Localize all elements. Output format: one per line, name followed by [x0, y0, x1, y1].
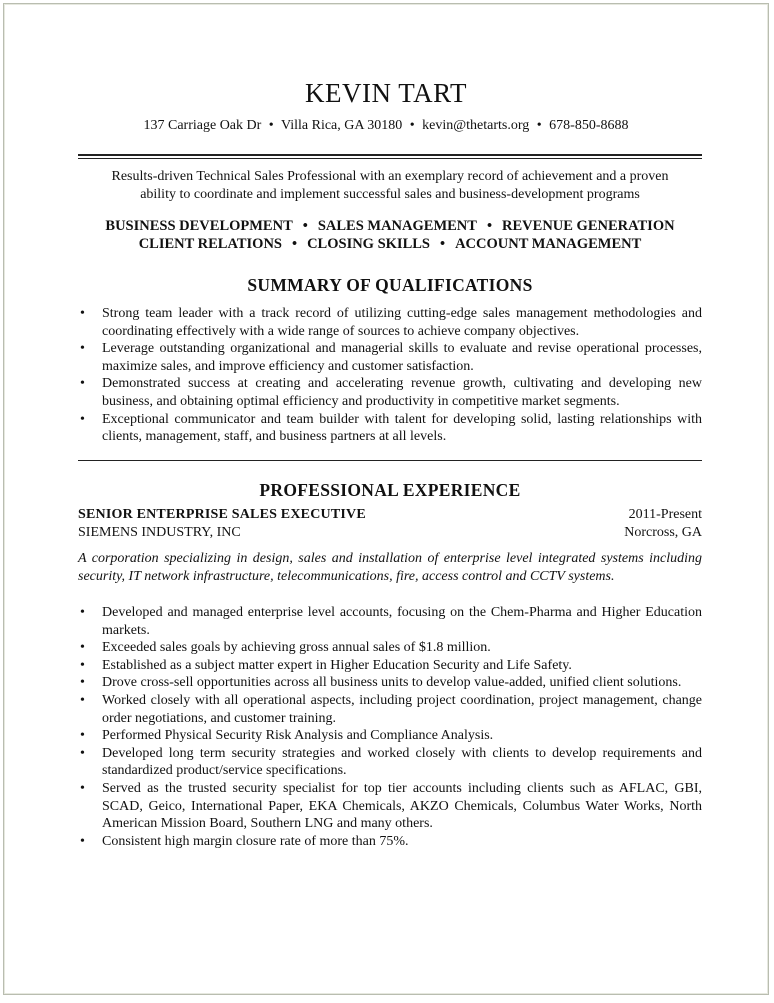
- skills-row: [78, 217, 702, 235]
- separator: •: [439, 236, 446, 252]
- skill-item: BUSINESS DEVELOPMENT: [105, 218, 293, 234]
- skill-item: REVENUE GENERATION: [502, 218, 675, 234]
- skills-row: [78, 235, 702, 253]
- skill-item: SALES MANAGEMENT: [317, 218, 477, 234]
- candidate-name: KEVIN TART: [305, 78, 467, 108]
- header-divider: [78, 154, 702, 159]
- company-location: Norcross, GA: [624, 525, 702, 540]
- address: 137 Carriage Oak Dr: [143, 118, 262, 133]
- experience-item: • Developed long term security strategies and worked closely with clients to develop requirements and standardized product/service specifications.: [78, 745, 702, 780]
- experience-item: • Drove cross-sell opportunities across all business units to develop value-added, unified client solutions.: [78, 674, 702, 692]
- phone: 678-850-8688: [549, 118, 629, 133]
- summary-item: • Exceptional communicator and team builder with talent for developing solid, lasting relationships with clients, management, staff, and business partners at all levels.: [78, 411, 702, 446]
- summary-heading: SUMMARY OF QUALIFICATIONS: [247, 275, 533, 295]
- skill-item: CLOSING SKILLS: [307, 236, 430, 252]
- experience-heading: PROFESSIONAL EXPERIENCE: [259, 480, 521, 500]
- separator: •: [292, 236, 298, 252]
- job-header: [78, 507, 702, 523]
- experience-item: • Consistent high margin closure rate of more than 75%.: [78, 833, 702, 851]
- skill-item: CLIENT RELATIONS: [138, 236, 282, 252]
- experience-item: • Exceeded sales goals by achieving gross annual sales of $1.8 million.: [78, 639, 702, 657]
- core-skills: [78, 217, 702, 253]
- experience-item: • Worked closely with all operational aspects, including project coordination, project management, change order negotiations, and customer training.: [78, 692, 702, 727]
- separator: •: [302, 218, 308, 234]
- section-divider: [78, 460, 702, 461]
- experience-item: • Developed and managed enterprise level accounts, focusing on the Chem-Pharma and Higher Education markets.: [78, 604, 702, 639]
- summary-item: • Demonstrated success at creating and accelerating revenue growth, cultivating and developing new business, and obtaining optimal efficiency and productivity in competitive market segments.: [78, 375, 702, 410]
- city: Villa Rica, GA 30180: [280, 118, 403, 133]
- email[interactable]: kevin@thetarts.org: [422, 118, 530, 133]
- company-description: A corporation specializing in design, sales and installation of enterprise level integrated systems including security, IT network infrastructure, telecommunications, fire, access control and CCTV systems.: [78, 551, 702, 584]
- experience-item: • Served as the trusted security specialist for top tier accounts including clients such as AFLAC, GBI, SCAD, Geico, International Paper, EKA Chemicals, AKZO Chemicals, Columbus Water Works, North American Mission Board, Southern LNG and many others.: [78, 780, 702, 833]
- summary-item: • Strong team leader with a track record of utilizing cutting-edge sales management methodologies and coordinating effectively with a wide range of sources to achieve company objectives.: [78, 305, 702, 340]
- profile-line: ability to coordinate and implement successful sales and business-development programs: [140, 187, 640, 202]
- separator: •: [409, 118, 415, 133]
- separator: •: [536, 118, 542, 133]
- company-name: SIEMENS INDUSTRY, INC: [78, 525, 241, 540]
- job-dates: 2011-Present: [628, 507, 702, 522]
- experience-list: [78, 604, 702, 850]
- company-row: [78, 525, 702, 541]
- profile-line: Results-driven Technical Sales Professional with an exemplary record of achievement and a proven: [111, 169, 669, 184]
- resume-page: [3, 3, 769, 995]
- experience-item: • Established as a subject matter expert in Higher Education Security and Life Safety.: [78, 657, 702, 675]
- experience-item: • Performed Physical Security Risk Analysis and Compliance Analysis.: [78, 727, 702, 745]
- summary-list: [78, 305, 702, 446]
- skill-item: ACCOUNT MANAGEMENT: [455, 236, 642, 252]
- contact-line: [4, 118, 768, 134]
- job-title: SENIOR ENTERPRISE SALES EXECUTIVE: [78, 507, 366, 522]
- summary-item: • Leverage outstanding organizational and managerial skills to evaluate and revise operational processes, maximize sales, and improve efficiency and customer satisfaction.: [78, 340, 702, 375]
- separator: •: [268, 118, 274, 133]
- profile-statement: [78, 168, 702, 204]
- separator: •: [486, 218, 493, 234]
